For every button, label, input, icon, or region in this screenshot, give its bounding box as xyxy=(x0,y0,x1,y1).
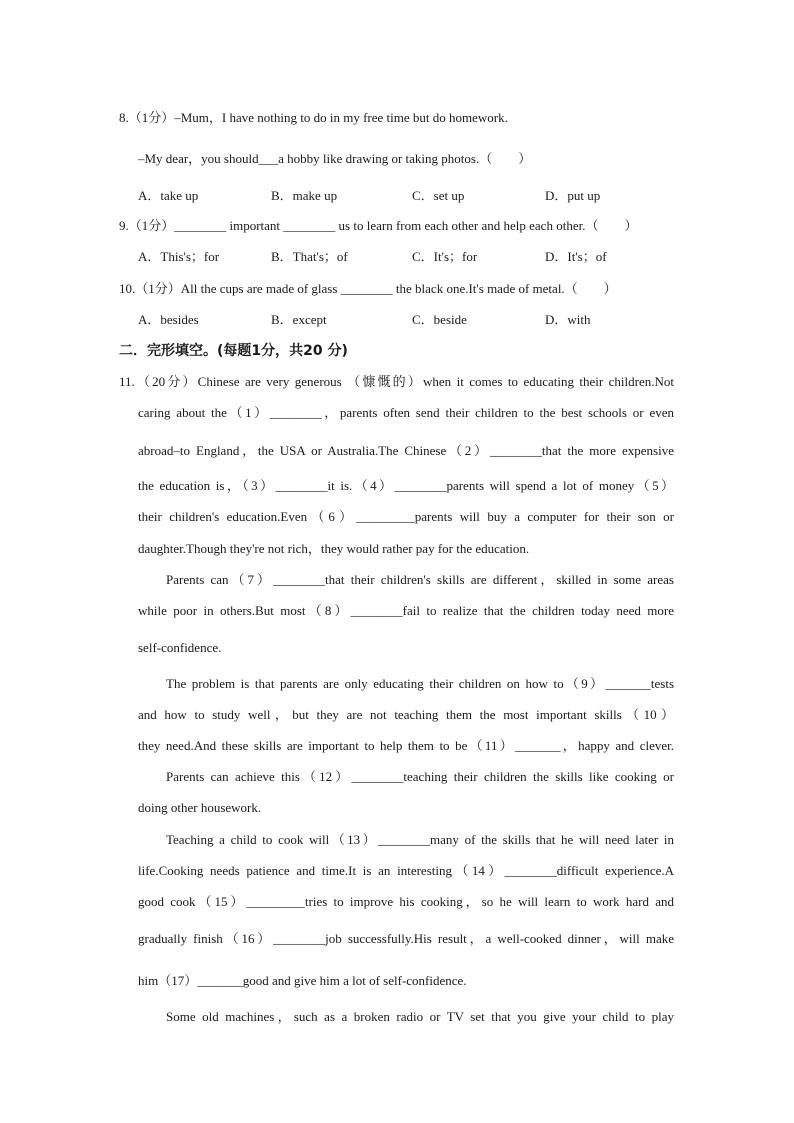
q9-option-c[interactable]: C．It's；for xyxy=(412,249,478,264)
passage-line: Teaching a child to cook will（13）________many of the skills that he will need later in xyxy=(166,832,674,847)
section-heading: 二．完形填空。(每题1分，共20 分) xyxy=(119,343,348,359)
q9-option-b[interactable]: B．That's；of xyxy=(271,249,348,264)
q8-option-b[interactable]: B．make up xyxy=(271,188,338,203)
passage-line: gradually finish（16）________job successfully.His result，a well-cooked dinner，will make xyxy=(138,931,674,946)
q8-option-d[interactable]: D．put up xyxy=(545,188,601,203)
q8-option-a[interactable]: A．take up xyxy=(138,188,199,203)
passage-line: Some old machines，such as a broken radio or TV set that you give your child to play xyxy=(166,1009,674,1024)
q8-option-c[interactable]: C．set up xyxy=(412,188,465,203)
passage-line: abroad–to England，the USA or Australia.The Chinese（2）________that the more expensive xyxy=(138,443,674,458)
passage-line: the education is，（3）________it is.（4）________parents will spend a lot of money（5） xyxy=(138,478,674,493)
q8-stem-line-2: –My dear，you should___a hobby like drawing or taking photos.（ ） xyxy=(138,151,532,166)
passage-line: him（17）_______good and give him a lot of self-confidence. xyxy=(138,973,467,988)
passage-line: self-confidence. xyxy=(138,640,222,655)
passage-line: Parents can（7）________that their children's skills are different，skilled in some areas xyxy=(166,572,674,587)
q10-option-a[interactable]: A．besides xyxy=(138,312,199,327)
q10-option-d[interactable]: D．with xyxy=(545,312,591,327)
passage-line: daughter.Though they're not rich，they would rather pay for the education. xyxy=(138,541,530,556)
passage-line: they need.And these skills are important to help them to be（11）_______，happy and clever. xyxy=(138,738,674,753)
q9-stem: 9.（1分）________ important ________ us to learn from each other and help each other.（ ） xyxy=(119,218,638,233)
passage-line: their children's education.Even（6）_________parents will buy a computer for their son or xyxy=(138,509,674,524)
passage-line: and how to study well，but they are not teaching them the most important skills（10） xyxy=(138,707,674,722)
passage-line: life.Cooking needs patience and time.It is an interesting（14）________difficult experience.A xyxy=(138,863,674,878)
passage-line: good cook（15）_________tries to improve his cooking，so he will learn to work hard and xyxy=(138,894,674,909)
passage-line: The problem is that parents are only educating their children on how to（9）_______tests xyxy=(166,676,674,691)
passage-line: caring about the（1）________，parents often send their children to the best schools or even xyxy=(138,405,674,420)
q9-option-d[interactable]: D．It's；of xyxy=(545,249,607,264)
q10-option-b[interactable]: B．except xyxy=(271,312,327,327)
q10-option-c[interactable]: C．beside xyxy=(412,312,467,327)
passage-line: 11.（20分）Chinese are very generous （慷慨的）when it comes to educating their children.Not xyxy=(119,374,674,389)
q9-option-a[interactable]: A．This's；for xyxy=(138,249,220,264)
q8-stem-line-1: 8.（1分）–Mum，I have nothing to do in my free time but do homework. xyxy=(119,110,508,125)
passage-line: Parents can achieve this（12）________teaching their children the skills like cooking or xyxy=(166,769,674,784)
q10-stem: 10.（1分）All the cups are made of glass ________ the black one.It's made of metal.（ ） xyxy=(119,281,617,296)
passage-line: while poor in others.But most（8）________fail to realize that the children today need more xyxy=(138,603,674,618)
passage-line: doing other housework. xyxy=(138,800,262,815)
